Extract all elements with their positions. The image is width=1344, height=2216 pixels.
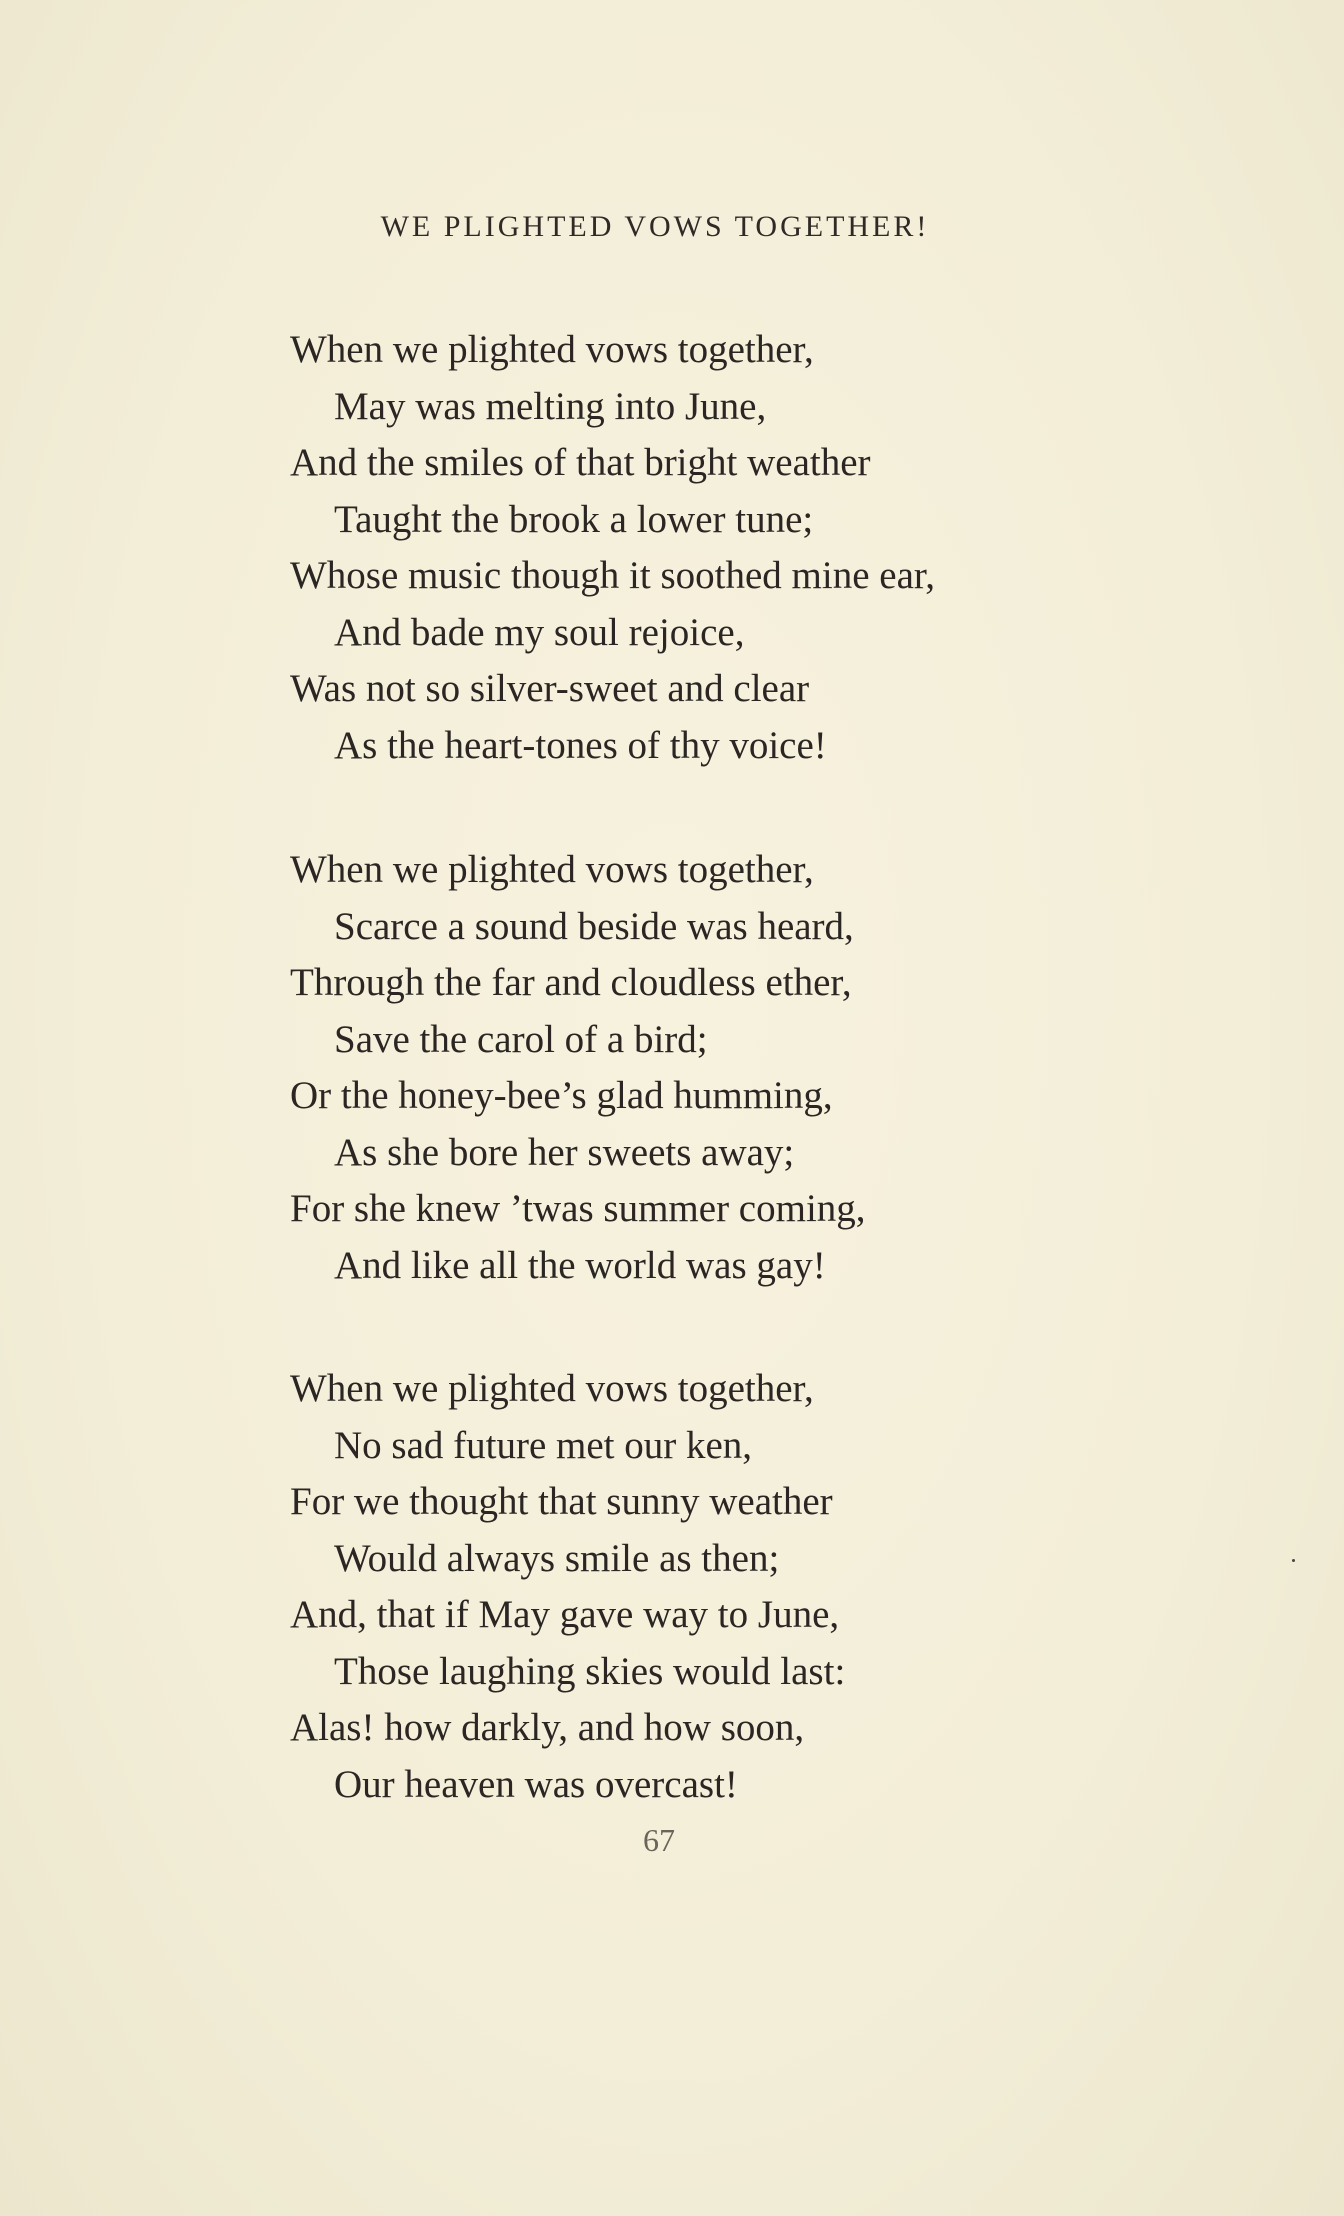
poem-line: When we plighted vows together,: [290, 848, 814, 891]
poem-line: As the heart-tones of thy voice!: [334, 723, 827, 767]
stanza-2: [290, 842, 1090, 1294]
paper-speck: [1292, 1559, 1295, 1562]
poem-line: Or the honey-bee’s glad humming,: [290, 1074, 833, 1117]
poem-line: Save the carol of a bird;: [334, 1017, 708, 1061]
poem-line: Taught the brook a lower tune;: [334, 497, 814, 541]
poem-line: And like all the world was gay!: [334, 1243, 826, 1287]
stanza-3: [290, 1361, 1090, 1813]
page-number: 67: [643, 1822, 675, 1858]
poem-line: And, that if May gave way to June,: [290, 1593, 840, 1636]
poem-line: Whose music though it soothed mine ear,: [290, 554, 936, 597]
poem-line: And the smiles of that bright weather: [290, 441, 871, 484]
poem-line: Would always smile as then;: [334, 1536, 780, 1580]
poem-line: May was melting into June,: [334, 384, 767, 428]
poem-line: When we plighted vows together,: [290, 328, 814, 371]
poem-line: Our heaven was overcast!: [334, 1762, 738, 1806]
poem-line: Alas! how darkly, and how soon,: [290, 1706, 805, 1749]
poem-line: No sad future met our ken,: [334, 1423, 753, 1467]
poem-line: For she knew ’twas summer coming,: [290, 1187, 866, 1230]
poem-title: WE PLIGHTED VOWS TOGETHER!: [380, 210, 930, 243]
poem-line: Those laughing skies would last:: [334, 1649, 846, 1693]
poem-line: Was not so silver-sweet and clear: [290, 667, 810, 710]
poem-line: When we plighted vows together,: [290, 1367, 814, 1410]
poem-line: Scarce a sound beside was heard,: [334, 904, 854, 948]
poem-line: As she bore her sweets away;: [334, 1130, 795, 1174]
poem-line: Through the far and cloudless ether,: [290, 961, 852, 1004]
poem-line: For we thought that sunny weather: [290, 1480, 833, 1523]
poem-line: And bade my soul rejoice,: [334, 610, 745, 654]
stanza-1: [290, 322, 1090, 774]
